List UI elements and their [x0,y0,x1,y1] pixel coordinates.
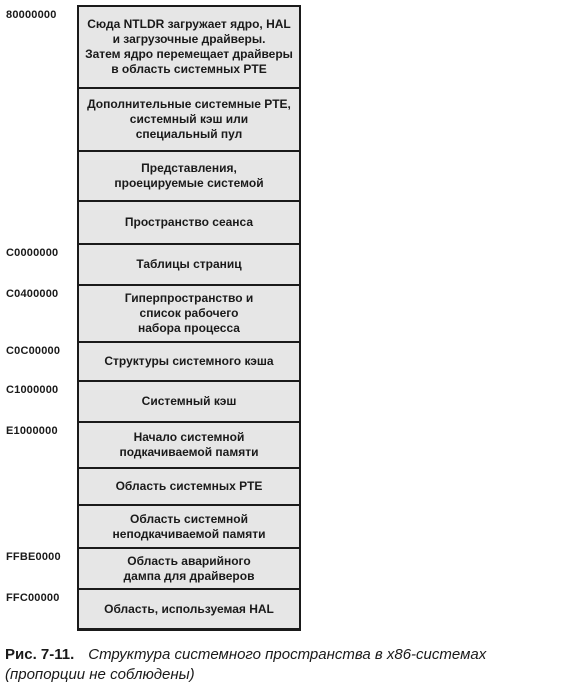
figure-number: Рис. 7-11. [5,646,75,663]
address-label: C0000000 [6,247,59,259]
memory-region: Сюда NTLDR загружает ядро, HAL и загрузочные драйверы. Затем ядро перемещает драйверы в область системных PTE [79,7,299,89]
memory-region: Структуры системного кэша [79,343,299,382]
figure-caption [5,645,567,685]
memory-region: Начало системной подкачиваемой памяти [79,423,299,469]
memory-region-stack [77,5,301,631]
memory-region: Представления, проецируемые системой [79,152,299,202]
memory-region: Дополнительные системные PTE, системный кэш или специальный пул [79,89,299,152]
memory-region: Таблицы страниц [79,245,299,286]
address-label: FFC00000 [6,592,60,604]
address-label: E1000000 [6,425,58,437]
address-label: FFBE0000 [6,551,61,563]
address-label: C0400000 [6,288,59,300]
address-label: 80000000 [6,9,57,21]
address-label: C1000000 [6,384,59,396]
memory-region: Гиперпространство и список рабочего набора процесса [79,286,299,343]
memory-region: Пространство сеанса [79,202,299,245]
address-label: C0C00000 [6,345,61,357]
memory-region: Область аварийного дампа для драйверов [79,549,299,590]
caption-text: Структура системного пространства в x86-системах (пропорции не соблюдены) [5,646,487,683]
memory-region: Область системной неподкачиваемой памяти [79,506,299,549]
memory-region: Область, используемая HAL [79,590,299,630]
memory-region: Системный кэш [79,382,299,423]
memory-region: Область системных PTE [79,469,299,506]
